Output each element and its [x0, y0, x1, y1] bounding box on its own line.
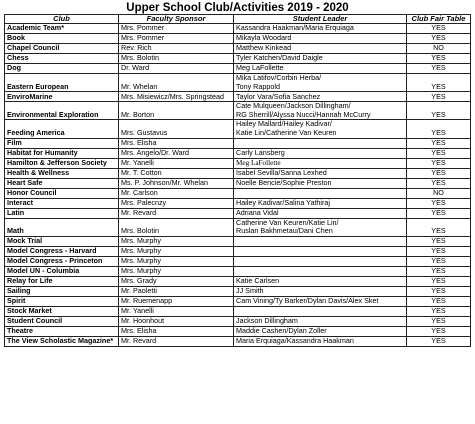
club-fair-table-cell: YES — [407, 306, 471, 316]
student-leader-cell — [234, 44, 407, 54]
table-row — [5, 54, 471, 64]
club-name-cell: Honor Council — [5, 188, 119, 198]
table-row — [5, 24, 471, 34]
club-fair-table-cell: YES — [407, 326, 471, 336]
page-title: Upper School Club/Activities 2019 - 2020 — [126, 2, 349, 14]
club-table — [4, 14, 471, 347]
club-fair-table-cell: YES — [407, 266, 471, 276]
club-fair-table-cell: YES — [407, 218, 471, 236]
student-leader-line: Carly Lansberg — [236, 148, 285, 157]
club-fair-table-cell: YES — [407, 54, 471, 64]
club-fair-table-cell: YES — [407, 92, 471, 102]
club-fair-table-cell: YES — [407, 296, 471, 306]
student-leader-line: Cam Vining/Ty Barker/Dylan Davis/Alex Sket — [236, 296, 379, 306]
club-name-cell: Latin — [5, 208, 119, 218]
club-name-cell: Book — [5, 34, 119, 44]
student-leader-cell — [234, 188, 407, 198]
table-row — [5, 296, 471, 306]
club-name-cell: Student Council — [5, 316, 119, 326]
student-leader-cell — [234, 246, 407, 256]
table-row — [5, 326, 471, 336]
student-leader-cell — [234, 256, 407, 266]
club-fair-table-cell: YES — [407, 246, 471, 256]
faculty-sponsor-cell: Mr. Whelan — [119, 74, 234, 92]
faculty-sponsor-cell: Mrs. Murphy — [119, 256, 234, 266]
faculty-sponsor-cell: Mrs. Misiewicz/Mrs. Springstead — [119, 92, 234, 102]
table-body — [5, 24, 471, 347]
club-name-cell: Interact — [5, 198, 119, 208]
student-leader-line: Matthew Kinkead — [236, 43, 292, 53]
faculty-sponsor-cell: Mrs. Gustavus — [119, 120, 234, 138]
club-fair-table-cell: YES — [407, 256, 471, 266]
student-leader-cell — [234, 74, 407, 92]
club-fair-table-cell: YES — [407, 74, 471, 92]
club-name-cell: Hamilton & Jefferson Society — [5, 158, 119, 168]
club-name-cell: Chess — [5, 54, 119, 64]
club-fair-table-cell: YES — [407, 236, 471, 246]
table-row — [5, 158, 471, 168]
table-row — [5, 316, 471, 326]
header-student-leader: Student Leader — [234, 15, 407, 24]
student-leader-cell — [234, 266, 407, 276]
club-fair-table-cell: YES — [407, 208, 471, 218]
faculty-sponsor-cell: Mrs. Murphy — [119, 246, 234, 256]
table-row — [5, 74, 471, 92]
student-leader-cell — [234, 138, 407, 148]
faculty-sponsor-cell: Mrs. Murphy — [119, 236, 234, 246]
faculty-sponsor-cell: Mr. Paoletti — [119, 286, 234, 296]
student-leader-line: Meg LaFollette — [236, 63, 284, 73]
table-row — [5, 34, 471, 44]
club-fair-table-cell: YES — [407, 336, 471, 346]
club-name-cell: Model Congress - Princeton — [5, 256, 119, 266]
club-fair-table-cell: YES — [407, 178, 471, 188]
faculty-sponsor-cell: Mr. Carlson — [119, 188, 234, 198]
club-name-cell: Eastern European — [5, 74, 119, 92]
faculty-sponsor-cell: Mrs. Elisha — [119, 138, 234, 148]
table-row — [5, 336, 471, 346]
table-row — [5, 92, 471, 102]
student-leader-line: Kassandra Haakman/Maria Erquiaga — [236, 23, 354, 33]
faculty-sponsor-cell: Ms. P. Johnson/Mr. Whelan — [119, 178, 234, 188]
student-leader-cell — [234, 276, 407, 286]
student-leader-cell — [234, 178, 407, 188]
faculty-sponsor-cell: Rev. Rich — [119, 44, 234, 54]
club-name-cell: Dog — [5, 64, 119, 74]
table-row — [5, 44, 471, 54]
student-leader-line: Mikayla Woodard — [236, 33, 292, 43]
club-fair-table-cell: YES — [407, 198, 471, 208]
student-leader-line: Noelle Bencie/Sophie Preston — [236, 178, 332, 187]
table-row — [5, 218, 471, 236]
club-fair-table-cell: YES — [407, 102, 471, 120]
faculty-sponsor-cell: Mrs. Angelo/Dr. Ward — [119, 148, 234, 158]
table-row — [5, 178, 471, 188]
club-fair-table-cell: YES — [407, 138, 471, 148]
faculty-sponsor-cell: Mrs. Pommer — [119, 24, 234, 34]
student-leader-line: JJ Smith — [236, 286, 264, 296]
student-leader-line: Katie Lin/Catherine Van Keuren — [236, 127, 337, 137]
club-name-cell: Model UN - Columbia — [5, 266, 119, 276]
faculty-sponsor-cell: Mrs. Murphy — [119, 266, 234, 276]
student-leader-line: Ruslan Bakhmetau/Dani Chen — [236, 226, 333, 236]
faculty-sponsor-cell: Mr. Revard — [119, 336, 234, 346]
table-row — [5, 286, 471, 296]
student-leader-cell — [234, 286, 407, 296]
club-name-cell: Sailing — [5, 286, 119, 296]
faculty-sponsor-cell: Mr. Borton — [119, 102, 234, 120]
student-leader-line: Adriana Vidal — [236, 208, 279, 217]
header-club-fair-table: Club Fair Table — [407, 15, 471, 24]
student-leader-line: RG Sherrill/Alyssa Nucci/Hannah McCurry — [236, 109, 371, 119]
faculty-sponsor-cell: Mr. Yanelli — [119, 306, 234, 316]
club-fair-table-cell: YES — [407, 120, 471, 138]
club-fair-table-cell: YES — [407, 34, 471, 44]
student-leader-line: Catherine Van Keuren/Katie Lin/ — [236, 218, 339, 227]
student-leader-line: Maddie Cashen/Dylan Zoller — [236, 326, 327, 336]
club-name-cell: Stock Market — [5, 306, 119, 316]
student-leader-cell — [234, 218, 407, 236]
table-row — [5, 306, 471, 316]
club-name-cell: Health & Wellness — [5, 168, 119, 178]
club-name-cell: Relay for Life — [5, 276, 119, 286]
club-name-cell: Academic Team* — [5, 24, 119, 34]
table-row — [5, 120, 471, 138]
club-name-cell: Mock Trial — [5, 236, 119, 246]
table-row — [5, 198, 471, 208]
student-leader-cell — [234, 336, 407, 346]
student-leader-line: Hailey Mallard/Hailey Kadivar/ — [236, 119, 332, 129]
table-row — [5, 102, 471, 120]
table-header-row — [5, 15, 471, 24]
table-row — [5, 168, 471, 178]
club-name-cell: The View Scholastic Magazine* — [5, 336, 119, 346]
student-leader-line: Maria Erquiaga/Kassandra Haakman — [236, 336, 354, 346]
club-name-cell: Habitat for Humanity — [5, 148, 119, 158]
table-row — [5, 188, 471, 198]
club-fair-table-cell: YES — [407, 316, 471, 326]
student-leader-cell — [234, 296, 407, 306]
club-fair-table-cell: YES — [407, 64, 471, 74]
student-leader-cell — [234, 198, 407, 208]
table-row — [5, 148, 471, 158]
student-leader-cell — [234, 236, 407, 246]
club-name-cell: Chapel Council — [5, 44, 119, 54]
club-fair-table-cell: YES — [407, 148, 471, 158]
table-row — [5, 138, 471, 148]
club-fair-table-cell: NO — [407, 188, 471, 198]
student-leader-line: Meg LaFollette — [236, 158, 281, 167]
club-name-cell: Math — [5, 218, 119, 236]
club-name-cell: Theatre — [5, 326, 119, 336]
student-leader-cell — [234, 158, 407, 168]
student-leader-cell — [234, 208, 407, 218]
table-row — [5, 236, 471, 246]
student-leader-cell — [234, 148, 407, 158]
student-leader-cell — [234, 92, 407, 102]
table-row — [5, 266, 471, 276]
student-leader-cell — [234, 316, 407, 326]
faculty-sponsor-cell: Mr. T. Cotton — [119, 168, 234, 178]
table-row — [5, 276, 471, 286]
club-name-cell: Film — [5, 138, 119, 148]
faculty-sponsor-cell: Mr. Hoonhout — [119, 316, 234, 326]
faculty-sponsor-cell: Mrs. Grady — [119, 276, 234, 286]
faculty-sponsor-cell: Mrs. Pommer — [119, 34, 234, 44]
student-leader-cell — [234, 54, 407, 64]
faculty-sponsor-cell: Mr. Ruemenapp — [119, 296, 234, 306]
faculty-sponsor-cell: Mrs. Elisha — [119, 326, 234, 336]
club-name-cell: EnviroMarine — [5, 92, 119, 102]
student-leader-line: Cate Mulqueen/Jackson Dillingham/ — [236, 101, 351, 111]
club-fair-table-cell: YES — [407, 286, 471, 296]
student-leader-cell — [234, 34, 407, 44]
club-fair-table-cell: YES — [407, 276, 471, 286]
student-leader-line: Jackson Dillingham — [236, 316, 298, 326]
faculty-sponsor-cell: Mr. Revard — [119, 208, 234, 218]
club-fair-table-cell: YES — [407, 168, 471, 178]
student-leader-line: Katie Carlsen — [236, 276, 280, 286]
student-leader-cell — [234, 24, 407, 34]
club-name-cell: Model Congress - Harvard — [5, 246, 119, 256]
club-name-cell: Spirit — [5, 296, 119, 306]
student-leader-cell — [234, 102, 407, 120]
club-name-cell: Feeding America — [5, 120, 119, 138]
student-leader-cell — [234, 120, 407, 138]
student-leader-cell — [234, 306, 407, 316]
faculty-sponsor-cell: Mrs. Palecnzy — [119, 198, 234, 208]
club-fair-table-cell: YES — [407, 24, 471, 34]
student-leader-line: Hailey Kadivar/Salina Yathiraj — [236, 198, 331, 207]
club-name-cell: Environmental Exploration — [5, 102, 119, 120]
student-leader-cell — [234, 64, 407, 74]
student-leader-cell — [234, 168, 407, 178]
club-fair-table-cell: NO — [407, 44, 471, 54]
student-leader-line: Isabel Sevilla/Sanna Lexhed — [236, 168, 327, 177]
header-club: Club — [5, 15, 119, 24]
student-leader-line: Tyler Katchen/David Daigle — [236, 53, 323, 63]
student-leader-line: Taylor Vara/Sofia Sanchez — [236, 91, 321, 101]
faculty-sponsor-cell: Mrs. Bolotin — [119, 218, 234, 236]
student-leader-line: Tony Rappold — [236, 81, 280, 91]
club-fair-table-cell: YES — [407, 158, 471, 168]
table-row — [5, 246, 471, 256]
student-leader-cell — [234, 326, 407, 336]
table-row — [5, 256, 471, 266]
table-row — [5, 64, 471, 74]
faculty-sponsor-cell: Mr. Yanelli — [119, 158, 234, 168]
table-row — [5, 208, 471, 218]
faculty-sponsor-cell: Mrs. Bolotin — [119, 54, 234, 64]
club-name-cell: Heart Safe — [5, 178, 119, 188]
header-faculty-sponsor: Faculty Sponsor — [119, 15, 234, 24]
student-leader-line: Mika Latifov/Corbin Herba/ — [236, 73, 322, 82]
faculty-sponsor-cell: Dr. Ward — [119, 64, 234, 74]
